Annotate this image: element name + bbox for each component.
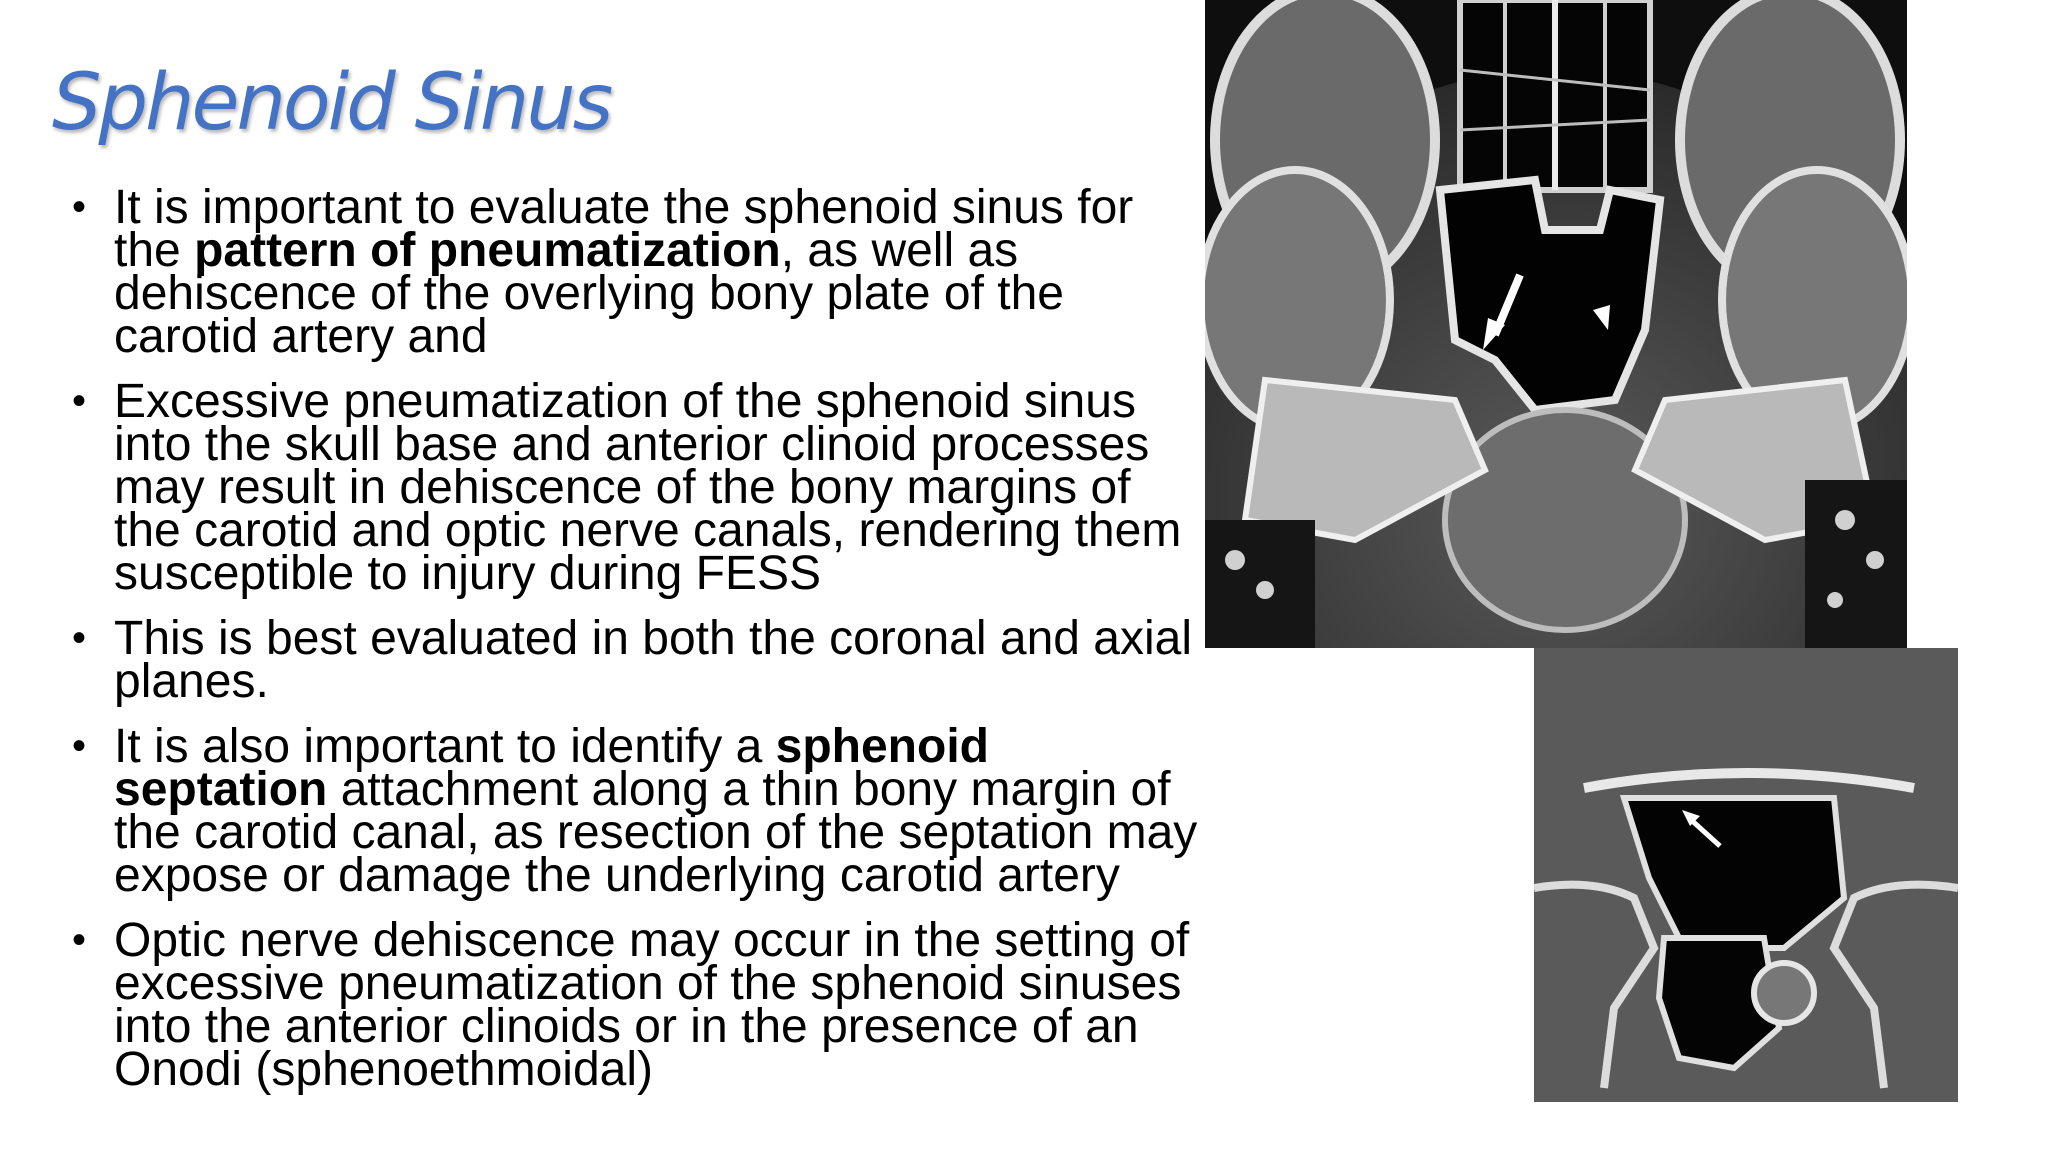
axial-ct-scan-image bbox=[1205, 0, 1907, 648]
coronal-ct-scan-image bbox=[1534, 648, 1958, 1102]
bullet-text: attachment along a thin bony margin of the carotid canal, as resection of the septation may expose or damage the underlying carotid artery bbox=[114, 763, 1198, 902]
bullet-bold-text: pattern of pneumatization bbox=[194, 224, 781, 277]
bullet-bold-text: sphenoid septation bbox=[114, 720, 989, 816]
bullet-list bbox=[68, 181, 1198, 1113]
bullet-item bbox=[68, 914, 1198, 1096]
bullet-text: , as well as dehiscence of the overlying bony plate of the carotid artery and bbox=[114, 224, 1064, 363]
bullet-text: It is also important to identify a bbox=[114, 720, 776, 773]
slide-title: Sphenoid Sinus bbox=[52, 58, 611, 148]
bullet-item bbox=[68, 720, 1198, 902]
bullet-item bbox=[68, 181, 1198, 363]
bullet-text: It is important to evaluate the sphenoid sinus for the bbox=[114, 181, 1134, 277]
bullet-text: This is best evaluated in both the coronal and axial planes. bbox=[114, 612, 1193, 708]
bullet-text: Excessive pneumatization of the sphenoid sinus into the skull base and anterior clinoid processes may result in dehiscence of the bony margins of the carotid and optic nerve canals, rendering them susceptible to injury during FESS bbox=[114, 375, 1182, 600]
bullet-text: Optic nerve dehiscence may occur in the setting of excessive pneumatization of the sphenoid sinuses into the anterior clinoids or in the presence of an Onodi (sphenoethmoidal) bbox=[114, 914, 1190, 1096]
bullet-item bbox=[68, 375, 1198, 600]
bullet-item bbox=[68, 612, 1198, 708]
